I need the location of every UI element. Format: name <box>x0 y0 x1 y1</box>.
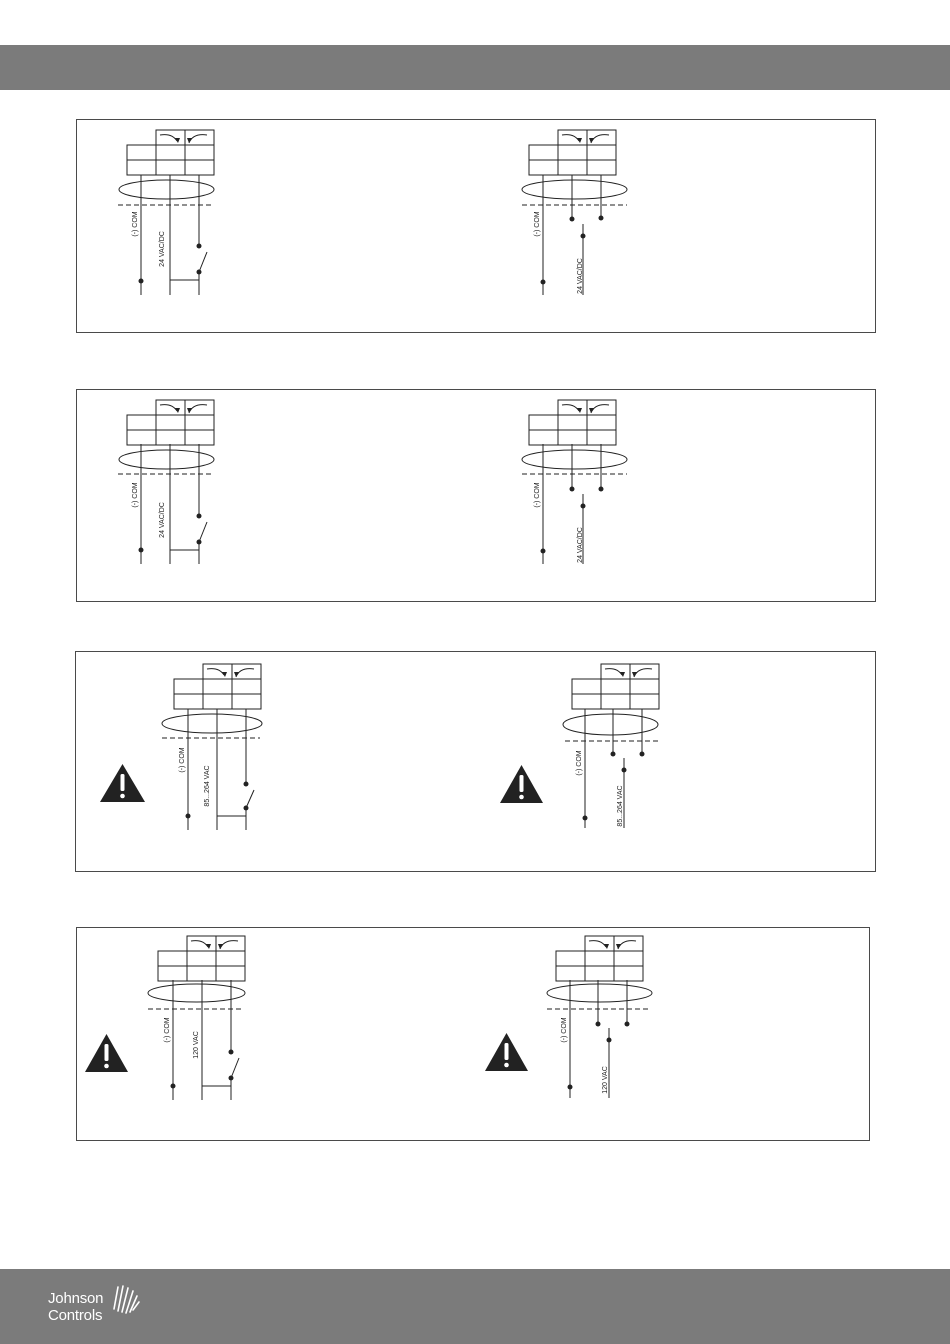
warning-triangle-icon <box>500 765 543 803</box>
wiring-diagram-3-right <box>500 664 659 828</box>
wiring-diagram-4-left <box>85 936 245 1100</box>
switch-contact <box>199 252 207 272</box>
warning-exclamation-bar <box>520 775 524 792</box>
terminal-dot <box>541 549 546 554</box>
terminal-dot <box>599 216 604 221</box>
wire-label-supply: 24 VAC/DC <box>159 502 166 538</box>
terminal-dot <box>596 1022 601 1027</box>
terminal-dot <box>244 806 249 811</box>
terminal-dot <box>244 782 249 787</box>
footer-bar <box>0 1269 950 1344</box>
no-contact-arrow <box>618 941 636 949</box>
terminal-dot <box>622 768 627 773</box>
no-contact-arrow <box>236 669 254 677</box>
wire-label-supply: 85...264 VAC <box>204 765 211 807</box>
cable-bundle <box>547 984 652 1002</box>
terminal-dot <box>186 814 191 819</box>
terminal-dot <box>581 234 586 239</box>
terminal-dot <box>568 1085 573 1090</box>
terminal-dot <box>229 1076 234 1081</box>
wiring-diagram-4-right <box>485 936 652 1098</box>
terminal-dot <box>197 244 202 249</box>
terminal-dot <box>570 487 575 492</box>
wire-label-com: (-) COM <box>132 482 139 508</box>
cable-bundle <box>522 450 627 469</box>
terminal-dot <box>583 816 588 821</box>
warning-exclamation-dot <box>120 794 125 799</box>
cable-bundle <box>522 180 627 199</box>
warning-triangle-icon <box>100 764 145 802</box>
warning-exclamation-bar <box>505 1043 509 1060</box>
wiring-diagram-1-right <box>522 130 627 295</box>
wire-label-com: (-) COM <box>534 482 541 508</box>
nc-arrow-head <box>222 672 227 677</box>
no-contact-arrow <box>591 135 609 143</box>
switch-contact <box>231 1058 239 1078</box>
nc-contact-arrow <box>207 669 224 675</box>
nc-contact-arrow <box>589 941 606 947</box>
nc-contact-arrow <box>191 941 208 947</box>
wiring-diagram-2-left <box>118 400 214 564</box>
terminal-dot <box>139 548 144 553</box>
no-contact-arrow <box>634 669 652 677</box>
terminal-dot <box>197 270 202 275</box>
no-contact-arrow <box>591 405 609 413</box>
terminal-dot <box>197 514 202 519</box>
nc-arrow-head <box>175 408 180 413</box>
terminal-dot <box>171 1084 176 1089</box>
wire-label-com: (-) COM <box>179 747 186 773</box>
nc-contact-arrow <box>605 669 622 675</box>
wiring-diagram-3-left <box>100 664 262 830</box>
terminal-dot <box>541 280 546 285</box>
wiring-diagram-1-left <box>118 130 214 295</box>
nc-contact-arrow <box>562 405 579 411</box>
warning-exclamation-bar <box>105 1044 109 1061</box>
wire-label-supply: 120 VAC <box>602 1066 609 1094</box>
nc-contact-arrow <box>562 135 579 141</box>
terminal-dot <box>640 752 645 757</box>
switch-contact <box>199 522 207 542</box>
nc-arrow-head <box>577 408 582 413</box>
logo-word-johnson: Johnson <box>48 1290 104 1307</box>
warning-triangle-icon <box>485 1033 528 1071</box>
nc-contact-arrow <box>160 405 177 411</box>
warning-exclamation-dot <box>504 1063 509 1068</box>
cable-bundle <box>119 450 214 469</box>
switch-contact <box>246 790 254 808</box>
nc-arrow-head <box>620 672 625 677</box>
nc-contact-arrow <box>160 135 177 141</box>
cable-bundle <box>148 984 245 1002</box>
terminal-dot <box>611 752 616 757</box>
nc-arrow-head <box>604 944 609 949</box>
johnson-controls-mark-icon <box>108 1283 142 1317</box>
nc-arrow-head <box>175 138 180 143</box>
terminal-dot <box>625 1022 630 1027</box>
johnson-controls-logo <box>48 1290 103 1324</box>
warning-exclamation-dot <box>519 795 524 800</box>
wiring-diagram-2-right <box>522 400 627 564</box>
terminal-dot <box>197 540 202 545</box>
no-contact-arrow <box>189 135 207 143</box>
logo-word-controls: Controls <box>48 1307 103 1324</box>
nc-arrow-head <box>206 944 211 949</box>
wire-label-com: (-) COM <box>534 211 541 237</box>
terminal-dot <box>229 1050 234 1055</box>
no-contact-arrow <box>220 941 238 949</box>
cable-bundle <box>119 180 214 199</box>
terminal-dot <box>607 1038 612 1043</box>
warning-exclamation-dot <box>104 1064 109 1069</box>
terminal-dot <box>581 504 586 509</box>
wire-label-com: (-) COM <box>561 1017 568 1043</box>
cable-bundle <box>563 714 658 735</box>
wire-label-supply: 24 VAC/DC <box>577 258 584 294</box>
wire-label-supply: 24 VAC/DC <box>577 527 584 563</box>
terminal-dot <box>139 279 144 284</box>
no-contact-arrow <box>189 405 207 413</box>
cable-bundle <box>162 714 262 733</box>
warning-exclamation-bar <box>121 774 125 791</box>
wire-label-supply: 24 VAC/DC <box>159 231 166 267</box>
wire-label-supply: 120 VAC <box>193 1031 200 1059</box>
wire-label-com: (-) COM <box>132 211 139 237</box>
wire-label-com: (-) COM <box>164 1017 171 1043</box>
wire-label-supply: 85...264 VAC <box>617 785 624 827</box>
nc-arrow-head <box>577 138 582 143</box>
terminal-dot <box>570 217 575 222</box>
terminal-dot <box>599 487 604 492</box>
warning-triangle-icon <box>85 1034 128 1072</box>
wire-label-com: (-) COM <box>576 750 583 776</box>
